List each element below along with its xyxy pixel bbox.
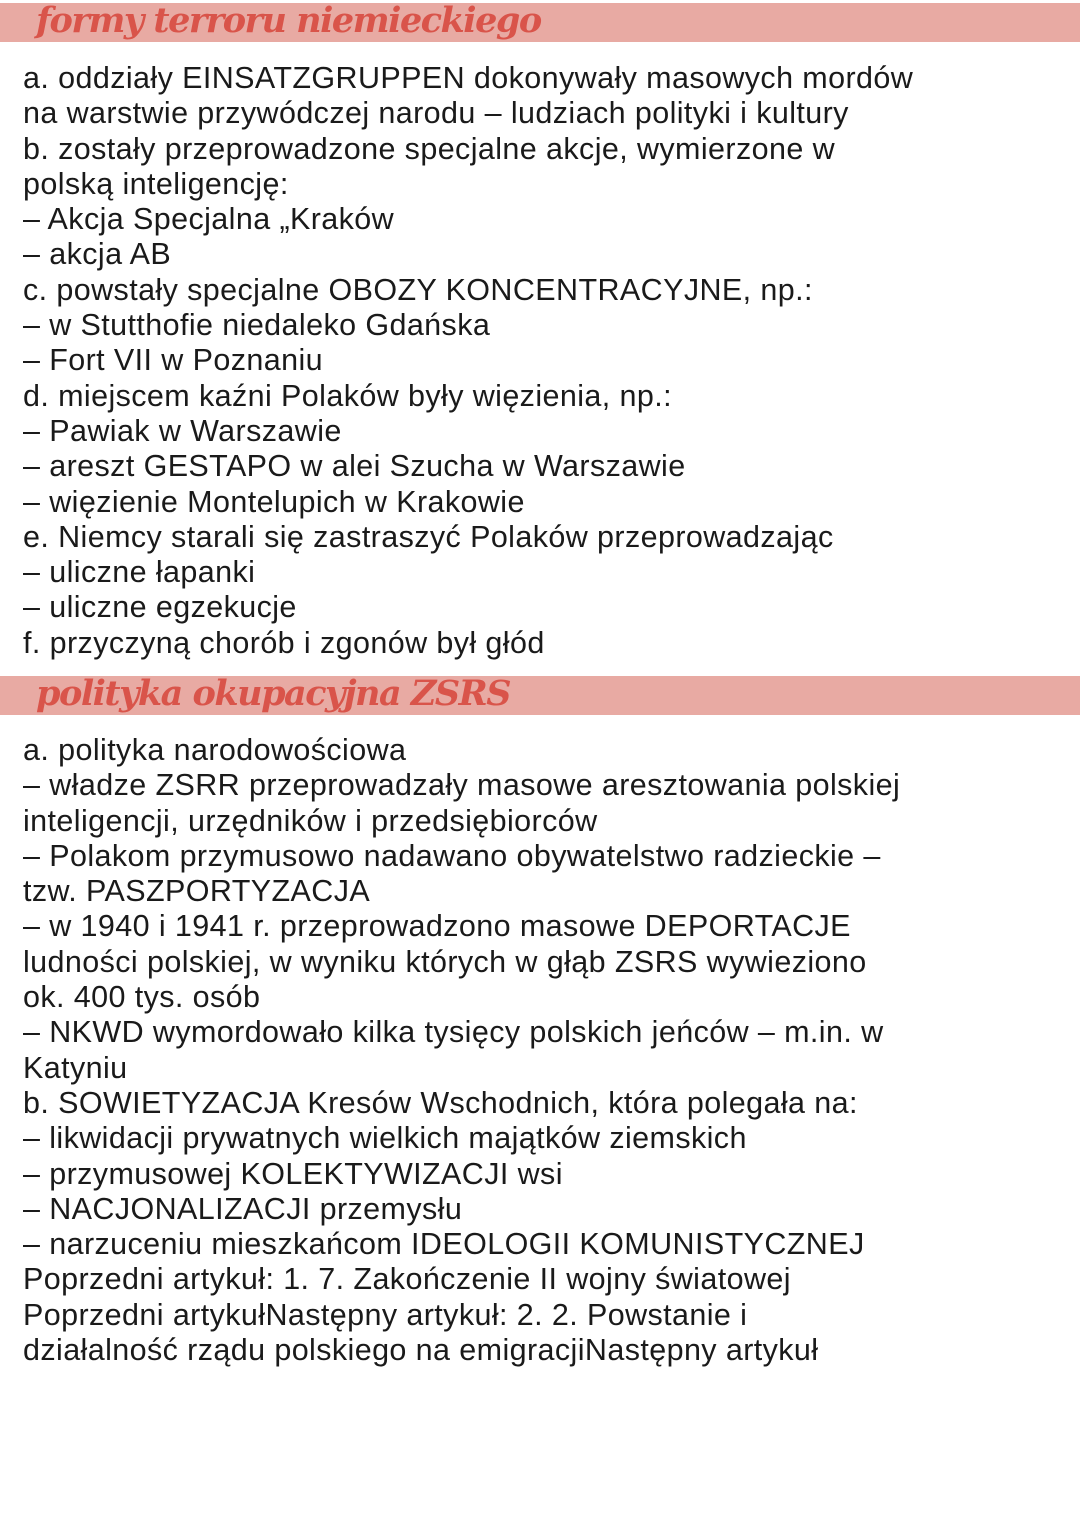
- text-line: – uliczne egzekucje: [23, 590, 297, 625]
- text-line: – Pawiak w Warszawie: [23, 413, 342, 448]
- text-line: – Akcja Specjalna „Kraków: [23, 202, 395, 237]
- text-line: – Polakom przymusowo nadawano obywatelstwo radzieckie –: [23, 838, 881, 873]
- text-line: b. zostały przeprowadzone specjalne akcje, wymierzone w: [23, 131, 835, 166]
- text-line: e. Niemcy starali się zastraszyć Polaków przeprowadzając: [23, 519, 834, 554]
- text-line: – areszt GESTAPO w alei Szucha w Warszawie: [23, 449, 686, 484]
- text-line: d. miejscem kaźni Polaków były więzienia, np.:: [23, 378, 672, 413]
- text-line: a. oddziały EINSATZGRUPPEN dokonywały masowych mordów: [23, 61, 914, 95]
- text-line: polską inteligencję:: [23, 166, 289, 201]
- text-line: ludności polskiej, w wyniku których w głąb ZSRS wywieziono: [23, 944, 867, 979]
- text-line: tzw. PASZPORTYZACJA: [23, 874, 371, 909]
- text-line: działalność rządu polskiego na emigracjiNastępny artykuł: [23, 1333, 819, 1368]
- text-line: – Fort VII w Poznaniu: [23, 343, 323, 378]
- german-terror-content: [23, 61, 913, 661]
- text-line: – NKWD wymordowało kilka tysięcy polskich jeńców – m.in. w: [23, 1015, 884, 1050]
- section-title: polityka okupacyjna ZSRS: [36, 673, 511, 714]
- text-line: a. polityka narodowościowa: [23, 733, 407, 767]
- text-line: – w Stutthofie niedaleko Gdańska: [23, 308, 491, 343]
- text-line: inteligencji, urzędników i przedsiębiorców: [23, 803, 598, 838]
- text-line: Poprzedni artykułNastępny artykuł: 2. 2. Powstanie i: [23, 1297, 748, 1332]
- text-line: – władze ZSRR przeprowadzały masowe aresztowania polskiej: [23, 768, 901, 803]
- section-title: formy terroru niemieckiego: [36, 0, 541, 41]
- text-line: – narzuceniu mieszkańcom IDEOLOGII KOMUNISTYCZNEJ: [23, 1227, 865, 1262]
- section-header-soviet-occupation: [0, 673, 1080, 715]
- soviet-occupation-content: [23, 733, 900, 1368]
- text-line: – przymusowej KOLEKTYWIZACJI wsi: [23, 1156, 563, 1191]
- text-line: b. SOWIETYZACJA Kresów Wschodnich, która polegała na:: [23, 1085, 858, 1120]
- text-line: – więzienie Montelupich w Krakowie: [23, 484, 525, 519]
- text-line: ok. 400 tys. osób: [23, 980, 261, 1015]
- text-line: Katyniu: [23, 1050, 128, 1085]
- text-line: – NACJONALIZACJI przemysłu: [23, 1191, 463, 1226]
- section-header-german-terror: [0, 0, 1080, 42]
- text-line: f. przyczyną chorób i zgonów był głód: [23, 625, 545, 660]
- text-line: – w 1940 i 1941 r. przeprowadzono masowe DEPORTACJE: [23, 909, 851, 944]
- text-line: na warstwie przywódczej narodu – ludziach polityki i kultury: [23, 96, 849, 131]
- text-line: – likwidacji prywatnych wielkich majątków ziemskich: [23, 1121, 747, 1156]
- text-line: c. powstały specjalne OBOZY KONCENTRACYJNE, np.:: [23, 272, 813, 307]
- text-line: Poprzedni artykuł: 1. 7. Zakończenie II wojny światowej: [23, 1262, 791, 1297]
- text-line: – akcja AB: [23, 237, 172, 272]
- text-line: – uliczne łapanki: [23, 555, 256, 590]
